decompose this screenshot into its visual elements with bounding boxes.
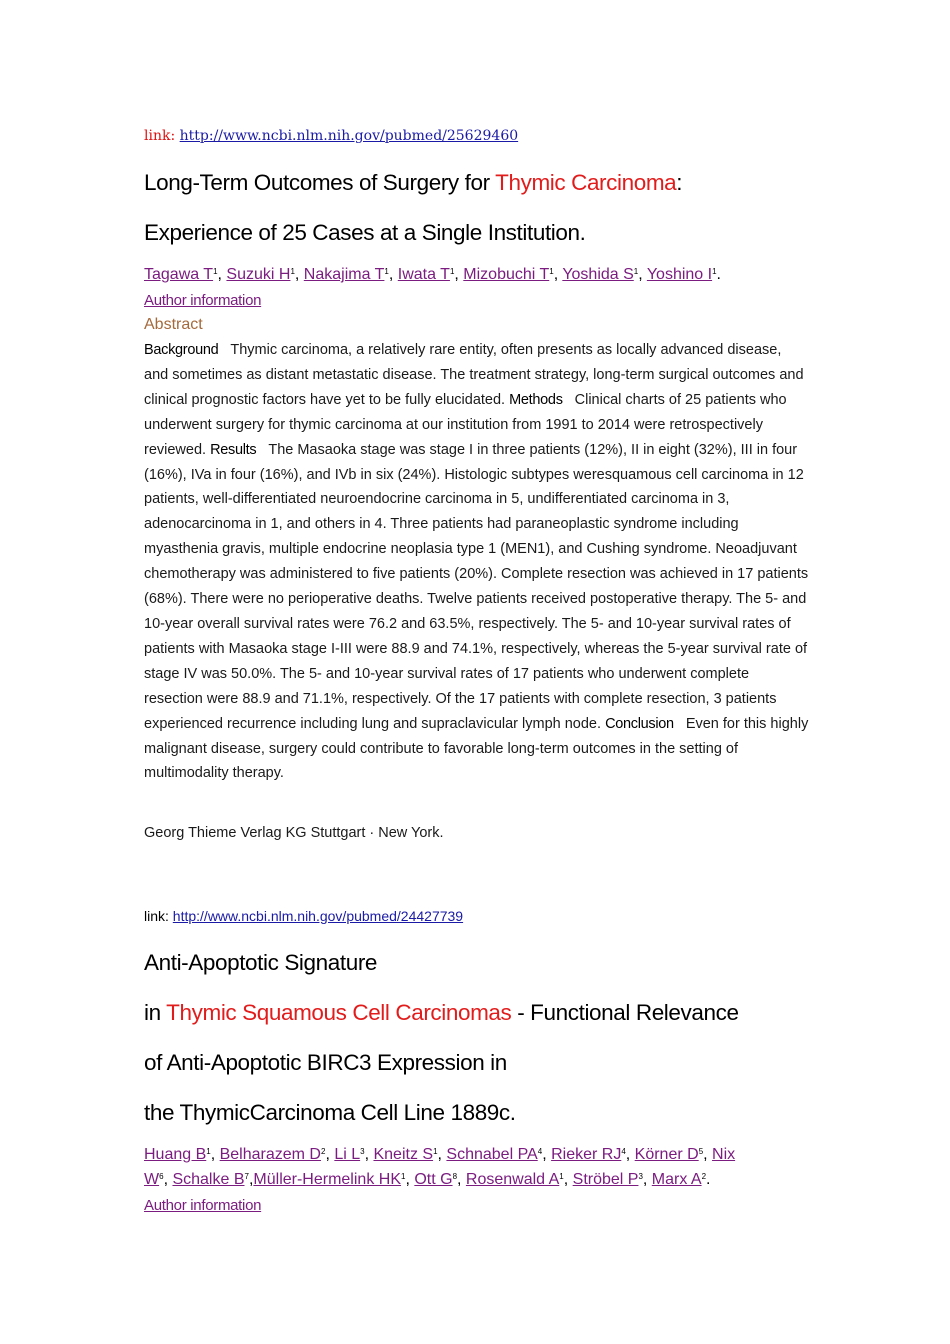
results-label: Results (210, 441, 257, 458)
author-link[interactable]: Li L (334, 1146, 361, 1163)
author-link[interactable]: Rieker RJ (551, 1146, 622, 1163)
article1-title-line2: Experience of 25 Cases at a Single Institution. (144, 220, 586, 245)
author-affiliation-number: 3 (638, 1172, 643, 1181)
author-affiliation-number: 1 (384, 267, 389, 276)
author-affiliation-number: 7 (244, 1172, 249, 1181)
author-link[interactable]: Tagawa T (144, 266, 214, 283)
background-text: Thymic carcinoma, a relatively rare entity, often presents as locally advanced disease, and sometimes as distant metastatic disease. The treatment strategy, long-term surgical outcomes and clinical prognostic factors have yet to be fully elucidated. (144, 342, 804, 408)
author-link[interactable]: Kneitz S (373, 1146, 434, 1163)
author-link[interactable]: W (144, 1171, 160, 1188)
author-affiliation-number: 4 (621, 1147, 626, 1156)
article2-title-line2-pre: in (144, 1000, 167, 1025)
author-affiliation-number: 1 (449, 267, 455, 276)
article1-title-pre: Long-Term Outcomes of Surgery for (144, 170, 496, 195)
article2-title-highlight: Thymic Squamous Cell Carcinomas (166, 1000, 512, 1025)
author-affiliation-number: 1 (433, 1147, 438, 1156)
author-affiliation-number: 1 (712, 267, 717, 276)
author-link[interactable]: Belharazem D (219, 1146, 321, 1163)
author-affiliation-number: 8 (452, 1172, 458, 1181)
author-link[interactable]: Yoshida S (562, 266, 634, 283)
article1-link-url[interactable]: http://www.ncbi.nlm.nih.gov/pubmed/25629460 (179, 128, 519, 144)
author-link[interactable]: Schnabel PA (446, 1146, 538, 1163)
article1-link-label: link: (144, 128, 180, 144)
methods-label: Methods (509, 391, 563, 408)
article1-link-line (144, 128, 518, 144)
article1-author-information-link[interactable]: Author information (144, 292, 262, 309)
author-affiliation-number: 1 (206, 1147, 211, 1156)
author-link[interactable]: Ströbel P (572, 1171, 639, 1188)
article1-title-line1 (144, 170, 682, 196)
article1-publisher: Georg Thieme Verlag KG Stuttgart · New York. (144, 825, 444, 841)
author-link[interactable]: Ott G (414, 1171, 453, 1188)
author-affiliation-number: 2 (320, 1147, 326, 1156)
author-link[interactable]: Nakajima T (303, 266, 385, 283)
author-affiliation-number: 1 (559, 1172, 564, 1181)
author-link[interactable]: Yoshino I (646, 266, 713, 283)
author-affiliation-number: 6 (159, 1172, 164, 1181)
article1-author-list: Tagawa $T^1$, Suzuki $H^1$, Nakajima $T^1$, Iwata $T^1$, Mizobuchi $T^1$, Yoshida $S^1$, Yoshino $I^1$. (144, 266, 721, 283)
article2-author-list-line1: Huang $B^1$, Belharazem $D^2$, Li $L^3$, Kneitz $S^1$, Schnabel $PA^4$, Rieker $RJ^4$, Körner $D^5$, Nix (144, 1146, 736, 1163)
author-affiliation-number: 2 (701, 1172, 707, 1181)
author-link[interactable]: Huang B (144, 1146, 207, 1163)
author-link[interactable]: Iwata T (397, 266, 450, 283)
author-affiliation-number: 1 (549, 267, 554, 276)
author-link[interactable]: Rosenwald A (465, 1171, 560, 1188)
author-link[interactable]: Schalke B (172, 1171, 245, 1188)
article2-author-information-link[interactable]: Author information (144, 1197, 262, 1214)
author-link[interactable]: Nix (712, 1146, 736, 1163)
author-affiliation-number: 4 (537, 1147, 543, 1156)
article2-author-list-line2: $W^6$, Schalke $B^7,Müller$-Hermelink $HK^1$, Ott $G^8$, Rosenwald $A^1$, Ströbel $P^3$, Marx $A^2$. (144, 1171, 711, 1188)
background-label: Background (144, 342, 219, 358)
author-affiliation-number: 1 (400, 1172, 406, 1181)
article2-title-line2 (144, 1000, 739, 1026)
author-link[interactable]: Körner D (634, 1146, 699, 1163)
article2-title-line3: of Anti-Apoptotic BIRC3 Expression in (144, 1050, 507, 1075)
article2-title-line1: Anti-Apoptotic Signature (144, 950, 378, 975)
article1-abstract-heading: Abstract (144, 316, 203, 333)
author-affiliation-number: 1 (290, 267, 295, 276)
methods-text: Clinical charts of 25 patients who underwent surgery for thymic carcinoma at our institution from 1991 to 2014 were retrospectively reviewed. (144, 391, 787, 458)
article2-link-label: link: (144, 908, 173, 924)
author-affiliation-number: 1 (213, 267, 218, 276)
author-link[interactable]: Müller-Hermelink HK (253, 1171, 401, 1188)
author-affiliation-number: 3 (360, 1147, 365, 1156)
results-text: The Masaoka stage was stage I in three patients (12%), II in eight (32%), III in four (16%), IVa in four (16%), and IVb in six (24%). Histologic subtypes weresquamous cell carcinoma in 12 patients, well-differentiated neuroendocrine carcinoma in 5, undifferentiated carcinoma in 3, adenocarcinoma in 1, and others in 4. Three patients had paraneoplastic syndrome including myasthenia gravis, multiple endocrine neoplasia type 1 (MEN1), and Cushing syndrome. Neoadjuvant chemotherapy was administered to five patients (20%). Complete resection was achieved in 17 patients (68%). There were no perioperative deaths. Twelve patients received postoperative therapy. The 5- and 10-year overall survival rates were 76.2 and 63.5%, respectively. The 5- and 10-year survival rates of patients with Masaoka stage I-III were 88.9 and 74.1%, respectively, whereas the 5-year survival rate of stage IV was 50.0%. The 5- and 10-year survival rates of 17 patients who underwent complete resection were 88.9 and 71.1%, respectively. Of the 17 patients with complete resection, 3 patients experienced recurrence including lung and supraclavicular lymph node. (144, 441, 809, 732)
article1-title-highlight: Thymic Carcinoma (495, 170, 677, 195)
article1-abstract-body (144, 338, 809, 786)
author-link[interactable]: Mizobuchi T (463, 266, 550, 283)
conclusion-text: Even for this highly malignant disease, surgery could contribute to favorable long-term outcomes in the setting of multimodality therapy. (144, 715, 809, 782)
article2-title-line4: the ThymicCarcinoma Cell Line 1889c. (144, 1100, 516, 1125)
conclusion-label: Conclusion (605, 715, 674, 732)
article1-title-post: : (676, 170, 683, 195)
author-affiliation-number: 1 (633, 267, 639, 276)
author-link[interactable]: Suzuki H (226, 266, 291, 283)
article2-link-line (144, 908, 463, 924)
article2-link-url[interactable]: http://www.ncbi.nlm.nih.gov/pubmed/24427739 (172, 908, 464, 924)
article2-title-line2-post: - Functional Relevance (511, 1000, 739, 1025)
author-link[interactable]: Marx A (651, 1171, 702, 1188)
author-affiliation-number: 5 (698, 1147, 704, 1156)
